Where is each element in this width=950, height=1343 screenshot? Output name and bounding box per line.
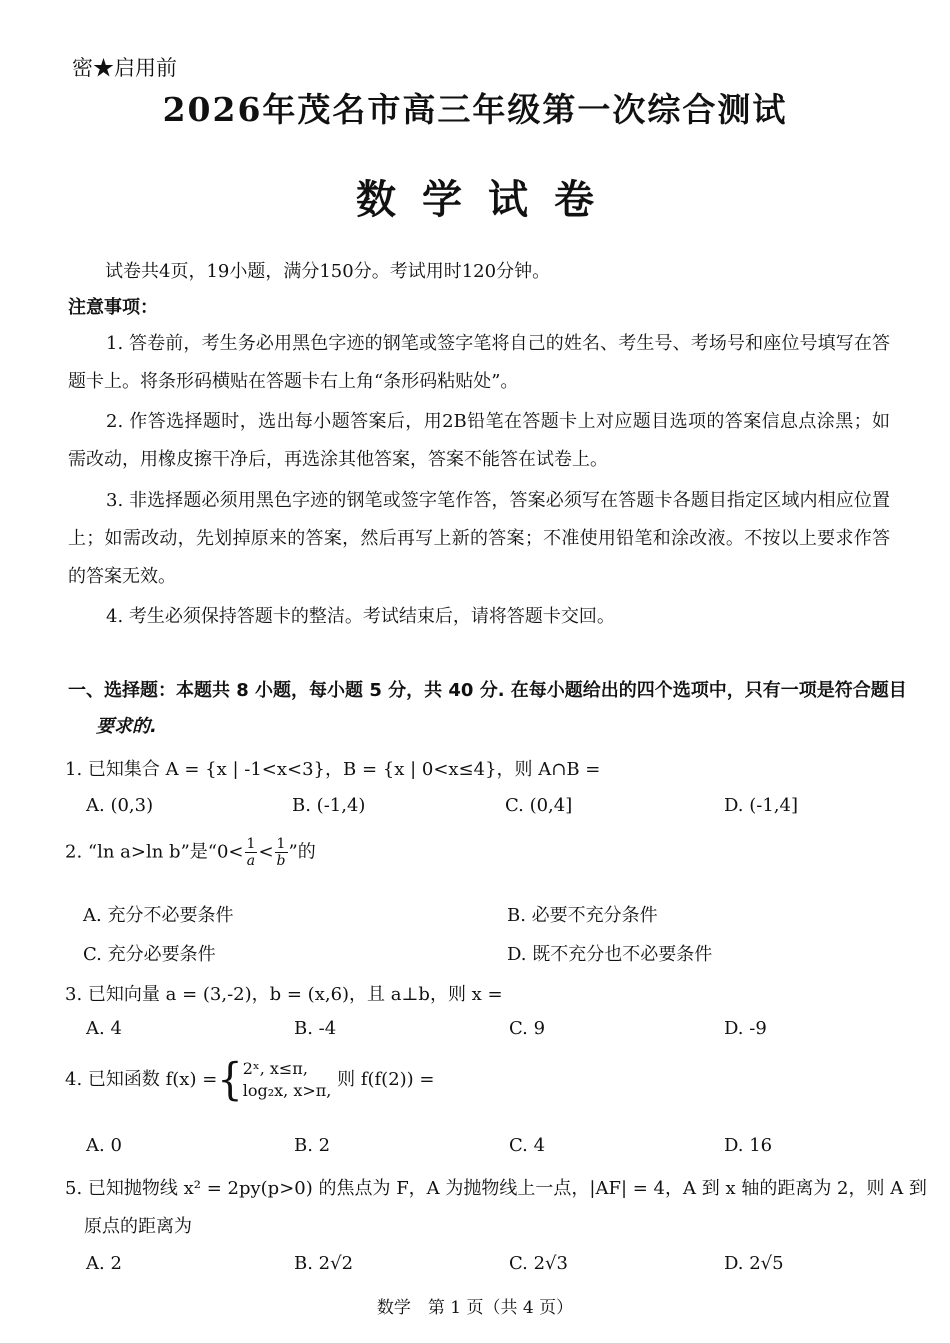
exam-title: 2026年茂名市高三年级第一次综合测试 [162, 90, 788, 129]
q5-option-a: A. 2 [86, 1253, 122, 1274]
q5-option-c: C. 2√3 [509, 1253, 568, 1274]
section-heading-cont: 要求的. [96, 716, 157, 737]
q2-option-b: B. 必要不充分条件 [507, 905, 658, 926]
q2-stem-suffix: ”的 [288, 841, 316, 863]
q2-fraction-2 [275, 836, 288, 869]
q4-option-c: C. 4 [509, 1135, 546, 1156]
q5-option-d: D. 2√5 [724, 1253, 784, 1274]
q4-case-2: log₂x, x>π, [242, 1081, 332, 1100]
question-5-stem-cont: 原点的距离为 [84, 1216, 192, 1237]
q2-option-c: C. 充分必要条件 [83, 944, 216, 965]
q4-option-d: D. 16 [724, 1135, 773, 1156]
question-1-stem: 1. 已知集合 A = {x | -1<x<3}，B = {x | 0<x≤4}，则 A∩B = [65, 759, 601, 780]
note-item-4: 4. 考生必须保持答题卡的整洁。考试结束后，请将答题卡交回。 [106, 606, 615, 627]
section-heading: 一、选择题：本题共 8 小题，每小题 5 分，共 40 分. 在每小题给出的四个选项中，只有一项是符合题目 [68, 680, 907, 701]
question-4-stem [65, 1054, 435, 1106]
subject-title: 数学试卷 [356, 176, 620, 223]
confidential-label: 密★启用前 [72, 56, 177, 80]
question-3-stem: 3. 已知向量 a = (3,-2)，b = (x,6)，且 a⊥b，则 x = [65, 984, 503, 1005]
note-item-2: 2. 作答选择题时，选出每小题答案后，用2B铅笔在答题卡上对应题目选项的答案信息点涂黑；如需改动，用橡皮擦干净后，再选涂其他答案，答案不能答在试卷上。 [68, 411, 890, 470]
q4-stem-suffix: 则 f(f(2)) = [337, 1069, 435, 1090]
note-item-3: 3. 非选择题必须用黑色字迹的钢笔或签字笔作答，答案必须写在答题卡各题目指定区域内相应位置上；如需改动，先划掉原来的答案，然后再写上新的答案；不准使用铅笔和涂改液。不按以上要求作答的答案无效。 [68, 490, 890, 587]
q5-option-b: B. 2√2 [294, 1253, 354, 1274]
q1-option-a: A. (0,3) [86, 795, 154, 816]
exam-intro: 试卷共4页，19小题，满分150分。考试用时120分钟。 [105, 261, 551, 282]
q4-option-b: B. 2 [294, 1135, 331, 1156]
q1-option-d: D. (-1,4] [724, 795, 798, 816]
q2-frac1-den: a [246, 853, 256, 869]
q3-option-a: A. 4 [86, 1018, 122, 1039]
q2-frac2-num: 1 [275, 836, 288, 853]
q2-fraction-1 [245, 836, 258, 869]
q4-case-1: 2ˣ, x≤π, [242, 1059, 308, 1078]
q2-option-d: D. 既不充分也不必要条件 [507, 944, 713, 965]
q4-brace: { [217, 1054, 243, 1106]
q4-stem-prefix: 4. 已知函数 f(x) = [65, 1069, 218, 1090]
q3-option-c: C. 9 [509, 1018, 546, 1039]
q2-option-a: A. 充分不必要条件 [83, 905, 234, 926]
q4-cases [243, 1058, 332, 1102]
q2-less-than: < [258, 841, 274, 863]
question-2-stem [65, 836, 316, 869]
q2-frac2-den: b [276, 853, 286, 869]
q1-option-b: B. (-1,4) [292, 795, 366, 816]
q3-option-d: D. -9 [724, 1018, 767, 1039]
q1-option-c: C. (0,4] [505, 795, 573, 816]
q2-stem-prefix: 2. “ln a>ln b”是“0< [65, 841, 244, 863]
note-item-1: 1. 答卷前，考生务必用黑色字迹的钢笔或签字笔将自己的姓名、考生号、考场号和座位号填写在答题卡上。将条形码横贴在答题卡右上角“条形码粘贴处”。 [68, 333, 890, 392]
q4-option-a: A. 0 [86, 1135, 122, 1156]
question-5-stem: 5. 已知抛物线 x² = 2py(p>0) 的焦点为 F，A 为抛物线上一点，|AF| = 4，A 到 x 轴的距离为 2，则 A 到 [65, 1178, 927, 1199]
q3-option-b: B. -4 [294, 1018, 337, 1039]
page-footer: 数学 第 1 页（共 4 页） [376, 1298, 574, 1318]
notes-title: 注意事项： [68, 297, 158, 318]
q2-frac1-num: 1 [246, 836, 256, 852]
